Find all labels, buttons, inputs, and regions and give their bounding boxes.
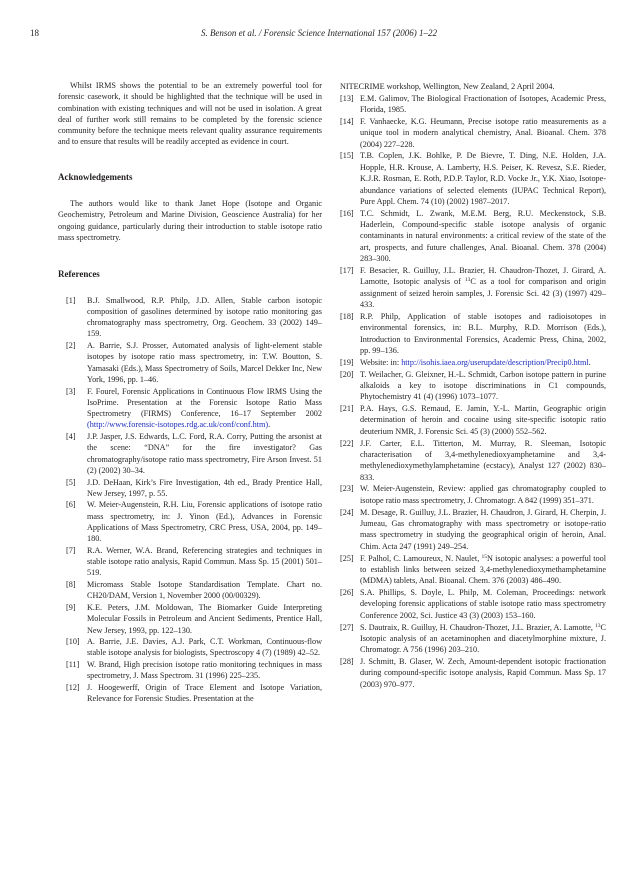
reference-text: C Isotopic analysis of an acetaminophen and diacetylmorphine mixture, J. Chromatogr. A 756 (1996) 203–210. — [360, 622, 606, 655]
reference-number: [2] — [66, 341, 76, 351]
reference-number: [27] — [340, 622, 354, 632]
reference-item — [340, 208, 606, 265]
reference-link[interactable]: http://isohis.iaea.org/userupdate/description/Precip0.html — [401, 357, 589, 367]
reference-text-suffix: . — [268, 420, 271, 430]
reference-item — [340, 553, 606, 587]
reference-text: B.J. Smallwood, R.P. Philp, J.D. Allen, Stable carbon isotopic composition of gasolines determined by isotope ratio monitoring gas chromatography mass spectrometry, Org. Geochem. 33 (2002) 149–159. — [87, 295, 322, 339]
reference-number: [10] — [66, 637, 80, 647]
reference-text: Micromass Stable Isotope Standardisation Template. Chart no. CH20/DAM, Version 1, November 2000 (00/00329). — [87, 580, 322, 601]
reference-item — [340, 656, 606, 690]
reference-number: [5] — [66, 477, 76, 487]
reference-text: A. Barrie, S.J. Prosser, Automated analysis of light-element stable isotopes by isotope ratio mass spectrometry, in: T.W. Boutton, S. Yamasaki (Eds.), Mass Spectrometry of Soils, Marcel Dekker Inc, New York, 1996, pp. 1–46. — [87, 341, 322, 384]
reference-text: Website: in: — [360, 357, 402, 367]
reference-item — [340, 438, 606, 484]
reference-item — [340, 507, 606, 553]
running-head: S. Benson et al. / Forensic Science International 157 (2006) 1–22 — [200, 28, 438, 38]
reference-number: [4] — [66, 432, 76, 442]
intro-paragraph: Whilst IRMS shows the potential to be an extremely powerful tool for forensic casework, it should be highlighted that the technique will be used in combination with existing techniques and will not be used in isolation. A great deal of further work still remains to be completed by the forensic science community before the technique meets relevant quality assurance requirements and to ensure that results will be readily accepted as evidence in court. — [58, 81, 322, 147]
reference-text-suffix: . — [588, 357, 591, 367]
reference-number: [22] — [340, 438, 354, 448]
reference-text: F. Vanhaecke, K.G. Heumann, Precise isotope ratio measurements as a unique tool in modern analytical chemistry, Anal. Bioanal. Chem. 378 (2004) 227–228. — [360, 116, 606, 149]
reference-number: [28] — [340, 657, 354, 667]
reference-item — [340, 81, 606, 92]
superscript-isotope: 15 — [481, 553, 487, 560]
reference-number: [8] — [66, 580, 76, 590]
acknowledgements-heading: Acknowledgements — [58, 171, 133, 182]
reference-number: [19] — [340, 357, 354, 367]
acknowledgements-paragraph: The authors would like to thank Janet Hope (Isotope and Organic Geochemistry, Petroleum and Marine Division, Geoscience Australia) for her ongoing guidance, particularly during their introduction to stable isotope ratio mass spectrometry. — [58, 199, 322, 242]
reference-text: N isotopic analyses: a powerful tool to establish links between seized 3,4-methylenedioxymethamphetamine (MDMA) tablets, Anal. Bioanal. Chem. 376 (2003) 486–490. — [360, 553, 606, 586]
reference-text: R.A. Werner, W.A. Brand, Referencing strategies and techniques in stable isotope ratio analysis, Rapid Commun. Mass Sp. 15 (2001) 501–519. — [87, 545, 322, 578]
reference-number: [1] — [66, 295, 76, 305]
right-column — [340, 81, 606, 691]
reference-text: A. Barrie, J.E. Davies, A.J. Park, C.T. Workman, Continuous-flow stable isotope analysis for biologists, Spectroscopy 4 (7) (1989) 42–52. — [87, 637, 322, 658]
reference-text: F. Fourel, Forensic Applications in Continuous Flow IRMS Using the IsoPrime. Presentation at the Forensic Isotope Ratio Mass Spectrometry (FIRMS) Conference, 16–17 September 2002 — [87, 386, 322, 419]
reference-text: S.A. Phillips, S. Doyle, L. Philp, M. Coleman, Proceedings: network developing forensic applications of stable isotope ratio mass spectrometry Conference 2002, Sci. Justice 43 (3) (2003) 153–160. — [360, 588, 606, 620]
references-heading: References — [58, 269, 100, 280]
reference-item — [340, 483, 606, 506]
reference-number: [17] — [340, 265, 354, 275]
reference-number: [13] — [340, 93, 354, 103]
reference-item — [340, 403, 606, 437]
reference-text-prefix: F. Palhol, C. Lamoureux, N. Naulet, — [360, 553, 482, 563]
reference-number: [23] — [340, 484, 354, 494]
reference-item — [340, 587, 606, 621]
reference-text: M. Desage, R. Guilluy, J.L. Brazier, H. Chaudron, J. Girard, H. Cherpin, J. Jumeau, Gas chromatography with mass spectrometry or isotope-ratio mass spectrometry in studying the geographical origin of heroin, Anal. Chim. Acta 247 (1991) 249–254. — [360, 507, 606, 551]
reference-number: [6] — [66, 500, 76, 510]
reference-item — [66, 431, 322, 476]
reference-number: [21] — [340, 404, 354, 414]
reference-number: [25] — [340, 553, 354, 563]
reference-item — [66, 340, 322, 385]
reference-item — [66, 499, 322, 544]
reference-item — [66, 386, 322, 431]
reference-link[interactable]: (http://www.forensic-isotopes.rdg.ac.uk/conf/conf.htm) — [87, 420, 269, 430]
superscript-isotope: 13 — [464, 277, 471, 284]
reference-item — [340, 357, 606, 368]
reference-text-prefix: F. Besacier, R. Guilluy, J.L. Brazier, H. Chaudron-Thozet, J. Girard, A. Lamotte, Isotopic analysis of — [360, 265, 606, 287]
reference-number: [9] — [66, 602, 76, 612]
reference-item — [66, 602, 322, 636]
reference-text: J.F. Carter, E.L. Titterton, M. Murray, R. Sleeman, Isotopic characterisation of 3,4-methylenedioxyamphetamine and 3,4-methylenedioxymethylamphetamine (ecstacy), Analyst 127 (2002) 830–833. — [360, 438, 606, 482]
reference-number: [14] — [340, 116, 354, 126]
reference-number: [18] — [340, 311, 354, 321]
reference-item — [340, 369, 606, 403]
reference-text: J. Hoogewerff, Origin of Trace Element and Isotope Variation, Relevance for Forensic Studies. Presentation at the — [87, 682, 322, 704]
reference-text: NITECRIME workshop, Wellington, New Zealand, 2 April 2004. — [340, 82, 555, 91]
reference-item — [66, 636, 322, 659]
reference-text: T. Weilacher, G. Gleixner, H.-L. Schmidt, Carbon isotope pattern in purine alkaloids a key to isotope discriminations in C1 compounds, Phytochemistry 41 (4) (1996) 1073–1077. — [360, 369, 606, 402]
reference-text-prefix: S. Dautraix, R. Guilluy, H. Chaudron-Thozet, J.L. Brazier, A. Lamotte, — [360, 622, 596, 632]
page-number: 18 — [30, 28, 39, 38]
reference-number: [26] — [340, 588, 354, 598]
reference-number: [12] — [66, 682, 80, 692]
reference-number: [7] — [66, 545, 76, 555]
reference-item — [66, 295, 322, 340]
superscript-isotope: 13 — [595, 622, 601, 629]
reference-number: [16] — [340, 208, 354, 218]
reference-item — [340, 622, 606, 656]
reference-item — [340, 116, 606, 150]
reference-item — [340, 93, 606, 116]
reference-text: E.M. Galimov, The Biological Fractionation of Isotopes, Academic Press, Florida, 1985. — [360, 93, 606, 115]
reference-text: C as a tool for comparison and origin assignment of seized heroin samples, J. Forensic Sci. 42 (3) (1997) 429–433. — [360, 277, 607, 310]
reference-item — [340, 265, 606, 311]
left-column — [58, 80, 322, 705]
reference-text: T.B. Coplen, J.K. Bohlke, P. De Bievre, T. Ding, N.E. Holden, J.A. Hopple, H.R. Krouse, A. Lamberty, H.S. Peiser, K. Revesz, S.E. Rieder, K.J.R. Rosman, E. Roth, P.D.P. Taylor, R.D. Vocke Jr., Y.K. Xiao, Isotope-abundance variations of selected elements (IUPAC Technical Report), Pure Appl. Chem. 74 (10) (2002) 1987–2017. — [360, 151, 606, 206]
reference-text: K.E. Peters, J.M. Moldowan, The Biomarker Guide Interpreting Molecular Fossils in Petroleum and Ancient Sediments, Prentice Hall, New Jersey, 1993, pp. 122–130. — [87, 602, 322, 635]
reference-text: P.A. Hays, G.S. Remaud, E. Jamin, Y.-L. Martin, Geographic origin determination of heroin and cocaine using site-specific isotopic ratio deuterium NMR, J. Forensic Sci. 45 (3) (2000) 552–562. — [360, 404, 606, 436]
reference-item — [66, 477, 322, 500]
reference-number: [15] — [340, 151, 354, 161]
page-header — [30, 28, 608, 42]
reference-list-right — [340, 81, 606, 690]
reference-text: W. Meier-Augenstein, Review: applied gas chromatography coupled to isotope ratio mass spectrometry, J. Chromatogr. A 842 (1999) 351–371. — [360, 484, 606, 505]
reference-text: J.D. DeHaan, Kirk’s Fire Investigation, 4th ed., Brady Prentice Hall, New Jersey, 1997, p. 55. — [87, 477, 322, 498]
reference-text: J. Schmitt, B. Glaser, W. Zech, Amount-dependent isotopic fractionation during compound-specific isotope analysis, Rapid Commun. Mass Sp. 17 (2003) 970–977. — [360, 657, 606, 689]
reference-text: W. Meier-Augenstein, R.H. Liu, Forensic applications of isotope ratio mass spectrometry, in: J. Yinon (Ed.), Advances in Forensic Applications of Mass Spectrometry, CRC Press, USA, 2004, pp. 149–180. — [87, 500, 322, 544]
reference-number: [20] — [340, 369, 354, 379]
reference-text: J.P. Jasper, J.S. Edwards, L.C. Ford, R.A. Corry, Putting the arsonist at the scene: “DNA” for the fire investigator? Gas chromatography/isotope ratio mass spectrometry, Fire Arson Invest. 51 (2) (2002) 30–34. — [87, 432, 322, 475]
reference-item — [66, 659, 322, 682]
reference-item — [340, 150, 606, 207]
reference-number: [24] — [340, 507, 354, 517]
reference-text: T.C. Schmidt, L. Zwank, M.E.M. Berg, R.U. Meckenstock, S.B. Haderlein, Compound-specific stable isotope analysis of organic contaminants in natural environments: a critical review of the state of the art, prospects, and future challenges, Anal. Bioanal. Chem. 378 (2004) 283–300. — [360, 208, 606, 264]
reference-item — [66, 545, 322, 579]
reference-text: R.P. Philp, Application of stable isotopes and radioisotopes in environmental forensics, in: B.L. Murphy, R.D. Morrison (Eds.), Introduction to Environmental Forensics, Academic Press, China, 2002, pp. 99–136. — [360, 311, 606, 356]
reference-number: [11] — [66, 660, 80, 670]
reference-item — [66, 579, 322, 602]
reference-item — [66, 682, 322, 705]
reference-item — [340, 311, 606, 357]
reference-list-left — [58, 295, 322, 705]
reference-number: [3] — [66, 386, 76, 396]
reference-text: W. Brand, High precision isotope ratio monitoring techniques in mass spectrometry, J. Mass Spectrom. 31 (1996) 225–235. — [87, 660, 322, 681]
